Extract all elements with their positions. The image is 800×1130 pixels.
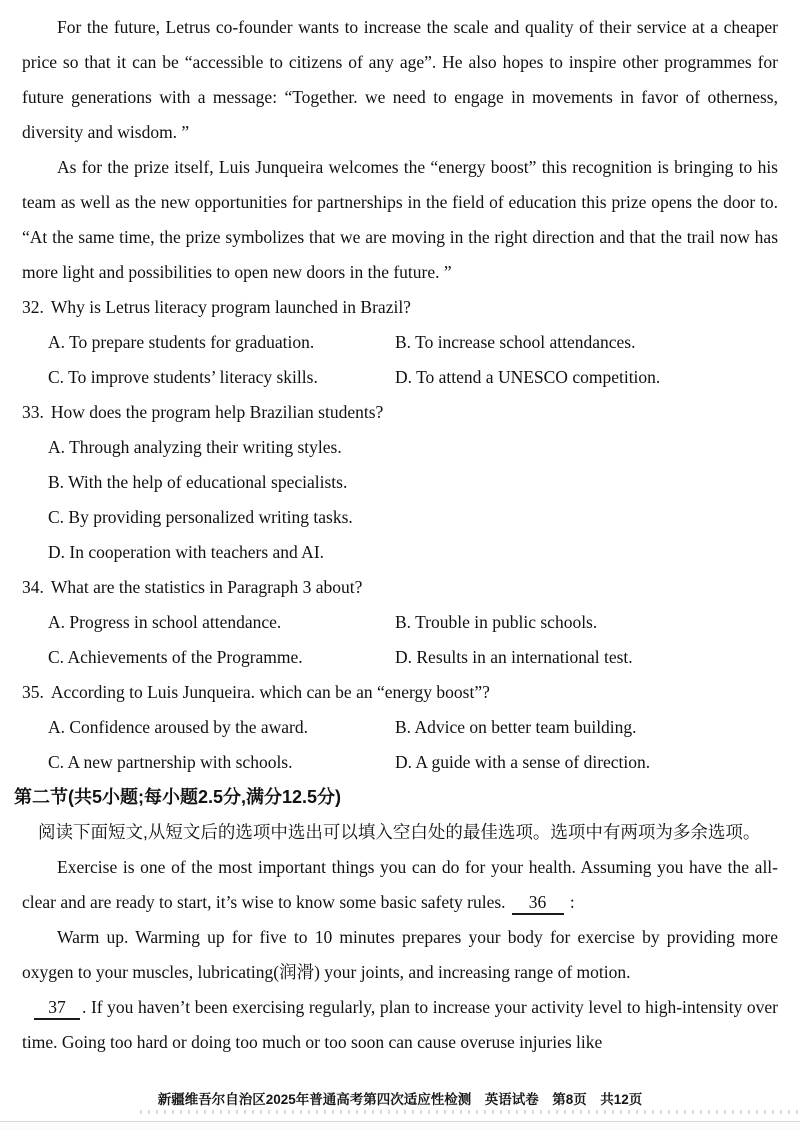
question-33-option-b: B. With the help of educational specialists. bbox=[48, 472, 348, 492]
question-33-option-c: C. By providing personalized writing tasks. bbox=[48, 507, 353, 527]
cloze-paragraph-3 bbox=[22, 990, 778, 1060]
reading-paragraph-1: For the future, Letrus co-founder wants to increase the scale and quality of their service at a cheaper price so that it can be “accessible to citizens of any age”. He also hopes to inspire other programmes for future generations with a message: “Together. we need to engage in movements in favor of otherness, diversity and wisdom. ” bbox=[22, 17, 778, 142]
question-34-option-b: B. Trouble in public schools. bbox=[395, 612, 598, 632]
blank-36: 36 bbox=[512, 891, 564, 915]
question-32-stem: Why is Letrus literacy program launched in Brazil? bbox=[50, 297, 411, 317]
question-32-option-d: D. To attend a UNESCO competition. bbox=[395, 367, 661, 387]
question-35-option-row-1 bbox=[48, 710, 778, 745]
question-35-number: 35. bbox=[22, 682, 44, 702]
question-32-option-b: B. To increase school attendances. bbox=[395, 332, 636, 352]
cloze-paragraph-2: Warm up. Warming up for five to 10 minutes prepares your body for exercise by providing more oxygen to your muscles, lubricating(润滑) your joints, and increasing range of motion. bbox=[22, 927, 778, 982]
question-33-stem-line bbox=[22, 395, 778, 430]
question-35-option-d: D. A guide with a sense of direction. bbox=[395, 752, 651, 772]
question-34-stem-line bbox=[22, 570, 778, 605]
reading-paragraph-2: As for the prize itself, Luis Junqueira welcomes the “energy boost” this recognition is bringing to his team as well as the new opportunities for partnerships in the field of education this prize opens the door to. “At the same time, the prize symbolizes that we are moving in the right direction and that the trail now has more light and possibilities to open new doors in the future. ” bbox=[22, 157, 778, 282]
question-34-option-row-2 bbox=[48, 640, 778, 675]
question-35-stem-line bbox=[22, 675, 778, 710]
question-32-option-a: A. To prepare students for graduation. bbox=[48, 332, 315, 352]
question-32-number: 32. bbox=[22, 297, 44, 317]
page-footer: 新疆维吾尔自治区2025年普通高考第四次适应性检测 英语试卷 第8页 共12页 bbox=[157, 1092, 643, 1107]
section-2 bbox=[14, 780, 786, 850]
question-33-option-a: A. Through analyzing their writing styles. bbox=[48, 437, 342, 457]
question-32-option-c: C. To improve students’ literacy skills. bbox=[48, 367, 318, 387]
question-33 bbox=[22, 395, 778, 570]
scan-edge-line bbox=[0, 1121, 800, 1130]
question-34-option-c: C. Achievements of the Programme. bbox=[48, 647, 303, 667]
cloze-p3-text: . If you haven’t been exercising regularly, plan to increase your activity level to high-intensity over time. Going too hard or doing too much or too soon can cause overuse injuries like bbox=[22, 997, 778, 1052]
scan-noise-artifact bbox=[140, 1110, 800, 1114]
question-35-option-a: A. Confidence aroused by the award. bbox=[48, 717, 308, 737]
question-32-option-row-2 bbox=[48, 360, 778, 395]
question-34-option-d: D. Results in an international test. bbox=[395, 647, 633, 667]
question-34-option-row-1 bbox=[48, 605, 778, 640]
section-2-instructions: 阅读下面短文,从短文后的选项中选出可以填入空白处的最佳选项。选项中有两项为多余选项。 bbox=[38, 822, 761, 842]
cloze-p1-colon: : bbox=[569, 892, 575, 912]
question-35-option-b: B. Advice on better team building. bbox=[395, 717, 637, 737]
question-32-option-row-1 bbox=[48, 325, 778, 360]
question-34-number: 34. bbox=[22, 577, 44, 597]
question-32 bbox=[22, 290, 778, 395]
section-2-heading: 第二节(共5小题;每小题2.5分,满分12.5分) bbox=[14, 787, 342, 807]
question-35-option-row-2 bbox=[48, 745, 778, 780]
question-33-number: 33. bbox=[22, 402, 44, 422]
question-35-stem: According to Luis Junqueira. which can be an “energy boost”? bbox=[50, 682, 490, 702]
question-32-stem-line bbox=[22, 290, 778, 325]
blank-37: 37 bbox=[34, 996, 80, 1020]
question-34 bbox=[22, 570, 778, 675]
question-33-option-d: D. In cooperation with teachers and AI. bbox=[48, 542, 325, 562]
question-34-option-a: A. Progress in school attendance. bbox=[48, 612, 282, 632]
page-content bbox=[14, 10, 778, 1060]
question-35-option-c: C. A new partnership with schools. bbox=[48, 752, 293, 772]
question-35 bbox=[22, 675, 778, 780]
cloze-p1-text: Exercise is one of the most important things you can do for your health. Assuming you have the all-clear and are ready to start, it’s wise to know some basic safety rules. bbox=[22, 857, 778, 912]
cloze-paragraph-1 bbox=[22, 850, 778, 920]
question-34-stem: What are the statistics in Paragraph 3 about? bbox=[50, 577, 363, 597]
question-33-options bbox=[48, 430, 778, 570]
question-33-stem: How does the program help Brazilian students? bbox=[50, 402, 384, 422]
